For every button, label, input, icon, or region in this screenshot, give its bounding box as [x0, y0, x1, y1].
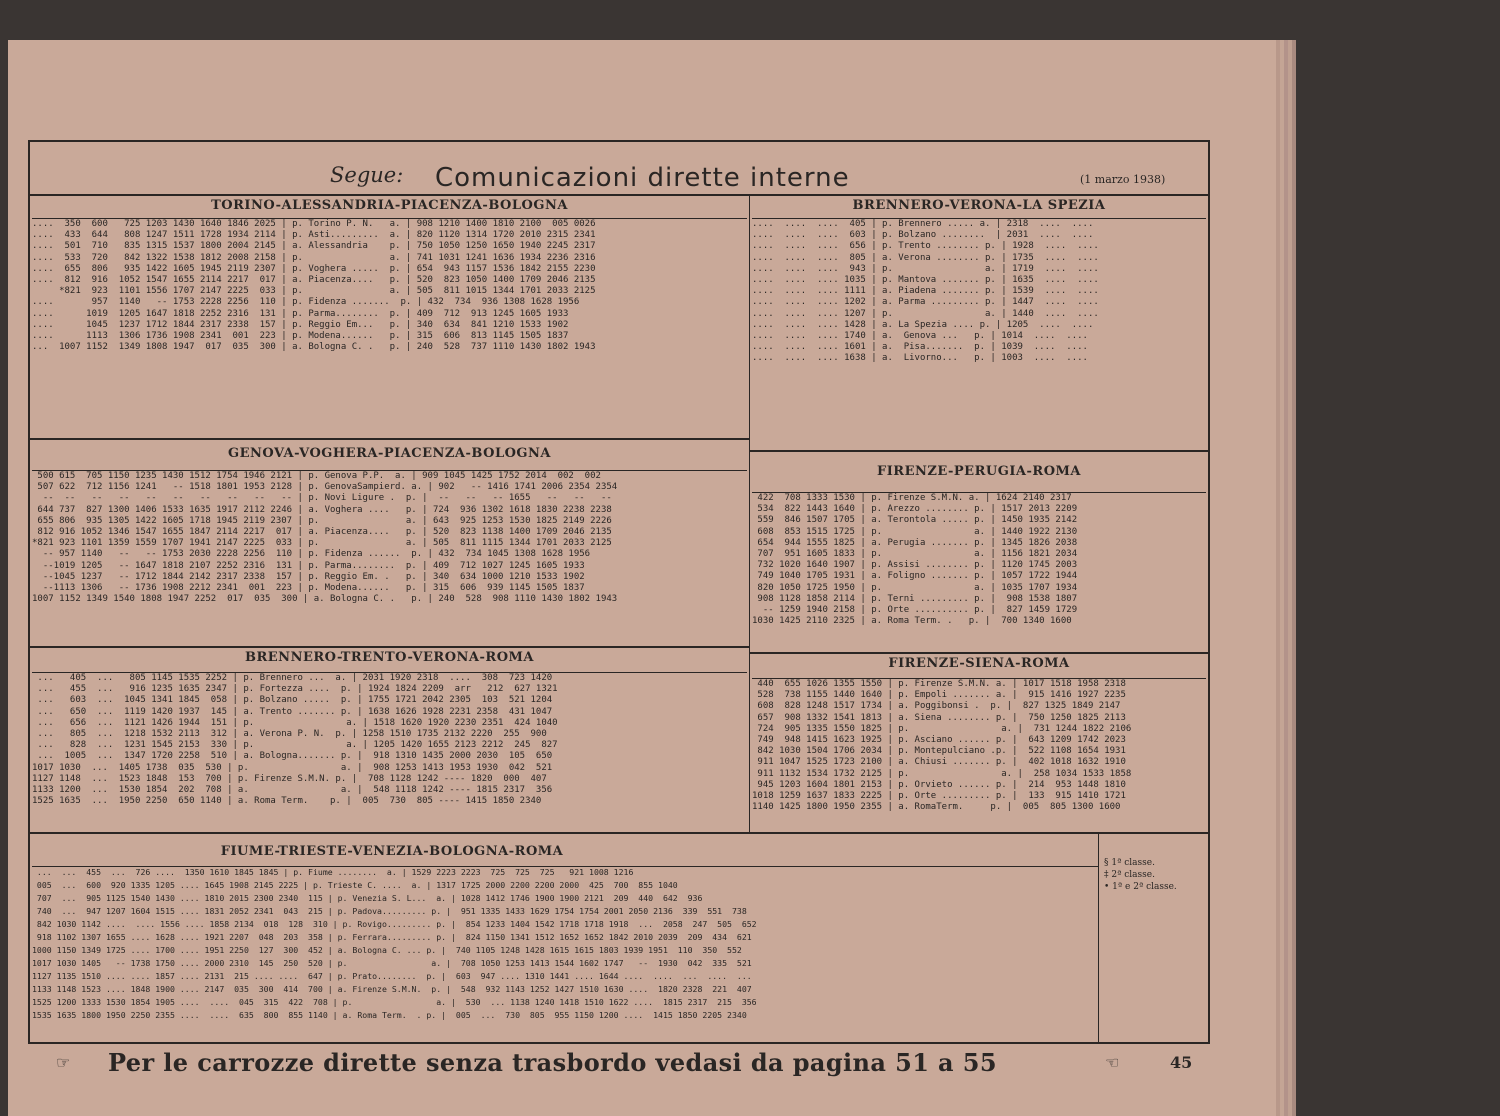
page-heading — [30, 145, 1208, 191]
table-row: 500 615 705 1150 1235 1430 1512 1754 1946 2121 | p. Genova P.P. a. | 909 1045 1425 1752 2014 002 002 — [32, 471, 601, 481]
heading-rule — [30, 194, 1208, 196]
table-row: ... 805 ... 1218 1532 2113 312 | a. Verona P. N. p. | 1258 1510 1735 2132 2220 255 900 — [32, 728, 547, 739]
page-title: Comunicazioni dirette interne — [435, 163, 850, 193]
section-title: FIRENZE-PERUGIA-ROMA — [876, 464, 1082, 479]
timetable — [32, 672, 747, 807]
table-row: .... .... .... 1202 | a. Parma ......... p. | 1447 .... .... — [752, 297, 1099, 308]
table-row: 1000 1150 1349 1725 .... 1700 .... 1951 2250 127 300 452 | a. Bologna C. ... p. | 740 1105 1248 1428 1615 1615 1803 1939 1951 110 350 552 — [32, 945, 742, 955]
table-row: 005 ... 600 920 1335 1205 .... 1645 1908 2145 2225 | p. Trieste C. .... a. | 1317 1725 2000 2200 2200 2000 425 700 855 1040 — [32, 880, 678, 890]
column-divider — [749, 196, 750, 832]
pointing-hand-icon: ☞ — [56, 1053, 71, 1072]
section-genova-bologna — [32, 442, 747, 644]
table-row: 911 1047 1525 1723 2100 | a. Chiusi ....... p. | 402 1018 1632 1910 — [752, 757, 1126, 768]
section-title: GENOVA-VOGHERA-PIACENZA-BOLOGNA — [227, 446, 551, 461]
table-row: --1113 1306 -- 1736 1908 2212 2341 001 223 | p. Modena...... p. | 315 606 939 1145 1505 1837 — [32, 582, 585, 593]
table-row: .... 1045 1237 1712 1844 2317 2338 157 | p. Reggio Em... p. | 340 634 841 1210 1533 1902 — [32, 319, 569, 330]
section-title: BRENNERO-TRENTO-VERONA-ROMA — [244, 650, 534, 665]
section-title: BRENNERO-VERONA-LA SPEZIA — [852, 198, 1106, 213]
timetable — [752, 492, 1206, 627]
table-row: .... 1019 1205 1647 1818 2252 2316 131 | p. Parma........ p. | 409 712 913 1245 1605 1933 — [32, 308, 569, 319]
table-row: 749 1040 1705 1931 | a. Foligno ....... p. | 1057 1722 1944 — [752, 571, 1078, 582]
table-row: .... .... .... 805 | a. Verona ........ p. | 1735 .... .... — [752, 252, 1099, 263]
table-row: 1525 1200 1333 1530 1854 1905 .... .... 045 315 422 708 | p. a. | 530 ... 1138 1240 1418 1510 1622 .... 1815 2317 215 356 — [32, 997, 757, 1007]
pointing-hand-icon: ☜ — [1105, 1053, 1120, 1072]
table-row: 918 1102 1307 1655 .... 1628 .... 1921 2207 048 203 358 | p. Ferrara......... p. | 824 1150 1341 1512 1652 1652 1842 2010 2039 209 434 621 — [32, 932, 752, 942]
table-row: 422 708 1333 1530 | p. Firenze S.M.N. a. | 1624 2140 2317 — [752, 493, 1072, 503]
section-firenze-siena — [752, 656, 1206, 830]
table-row: 724 905 1335 1550 1825 | p. a. | 731 1244 1822 2106 — [752, 723, 1132, 734]
bottom-section-rule — [30, 832, 1208, 834]
table-row: 1525 1635 ... 1950 2250 650 1140 | a. Roma Term. p. | 005 730 805 ---- 1415 1850 2340 — [32, 796, 542, 807]
table-row: 1030 1425 2110 2325 | a. Roma Term. . p. | 700 1340 1600 — [752, 616, 1072, 627]
table-row: 654 944 1555 1825 | a. Perugia ....... p. | 1345 1826 2038 — [752, 537, 1078, 548]
timetable — [32, 866, 1098, 1023]
section-torino-bologna — [32, 198, 747, 390]
table-row: 842 1030 1504 1706 2034 | p. Montepulciano .p. | 522 1108 1654 1931 — [752, 746, 1126, 757]
table-row: .... .... .... 1601 | a. Pisa....... p. | 1039 .... .... — [752, 342, 1088, 353]
timetable — [752, 218, 1206, 364]
table-row: 842 1030 1142 .... .... 1556 .... 1858 2134 018 128 310 | p. Rovigo......... p. | 854 1233 1404 1542 1718 1718 1918 ... 2058 247 505 652 — [32, 919, 757, 929]
section-rule — [750, 450, 1208, 452]
table-row: 440 655 1026 1355 1550 | p. Firenze S.M.N. a. | 1017 1518 1958 2318 — [752, 679, 1126, 689]
table-row: .... .... .... 1207 | p. a. | 1440 .... .... — [752, 308, 1099, 319]
section-rule — [30, 438, 749, 440]
table-row: ... ... 455 ... 726 .... 1350 1610 1845 1845 | p. Fiume ........ a. | 1529 2223 2223 725 725 725 921 1008 1216 — [32, 867, 634, 877]
section-title: FIUME-TRIESTE-VENEZIA-BOLOGNA-ROMA — [220, 844, 564, 859]
table-row: *821 923 1101 1359 1559 1707 1941 2147 2225 033 | p. a. | 505 811 1115 1344 1701 2033 2125 — [32, 538, 612, 549]
table-row: ... 650 ... 1119 1420 1937 145 | a. Trento ....... p. | 1638 1626 1928 2231 2358 431 1047 — [32, 706, 553, 717]
timetable-page — [8, 40, 1276, 1116]
table-row: 1127 1148 ... 1523 1848 153 700 | p. Firenze S.M.N. p. | 708 1128 1242 ---- 1820 000 407 — [32, 773, 547, 784]
table-row: 1133 1200 ... 1530 1854 202 708 | a. a. | 548 1118 1242 ---- 1815 2317 356 — [32, 784, 553, 795]
section-rule — [750, 652, 1208, 654]
table-row: -- -- -- -- -- -- -- -- -- -- | p. Novi Ligure . p. | -- -- -- 1655 -- -- -- — [32, 493, 612, 504]
timetable-frame — [28, 140, 1210, 1044]
table-row: 1127 1135 1510 .... .... 1857 .... 2131 215 .... .... 647 | p. Prato........ p. | 603 947 .... 1310 1441 .... 1644 .... .... ... .... ... — [32, 971, 752, 981]
table-row: 1140 1425 1800 1950 2355 | a. RomaTerm. p. | 005 805 1300 1600 — [752, 802, 1121, 813]
timetable — [32, 218, 747, 353]
table-row: .... .... .... 1035 | p. Mantova ....... p. | 1635 .... .... — [752, 274, 1099, 285]
table-row: .... 655 806 935 1422 1605 1945 2119 2307 | p. Voghera ..... p. | 654 943 1157 1536 1842 2155 2230 — [32, 263, 596, 274]
table-row: *821 923 1101 1556 1707 2147 2225 033 | p. a. | 505 811 1015 1344 1701 2033 2125 — [32, 286, 596, 297]
table-row: ... 1007 1152 1349 1808 1947 017 035 300 | a. Bologna C. . p. | 240 528 737 1110 1430 1802 1943 — [32, 342, 596, 353]
section-brennero-roma — [32, 650, 747, 830]
table-row: .... .... .... 1111 | a. Piadena ....... p. | 1539 .... .... — [752, 286, 1099, 297]
table-row: 1017 1030 ... 1405 1738 035 530 | p. a. | 908 1253 1413 1953 1930 042 521 — [32, 762, 553, 773]
table-row: 908 1128 1858 2114 | p. Terni ......... p. | 908 1538 1807 — [752, 593, 1078, 604]
table-row: 559 846 1507 1705 | a. Terontola ..... p. | 1450 1935 2142 — [752, 515, 1078, 526]
table-row: 732 1020 1640 1907 | p. Assisi ........ p. | 1120 1745 2003 — [752, 560, 1078, 571]
table-row: ... 603 ... 1045 1341 1845 058 | p. Bolzano ..... p. | 1755 1721 2042 2305 103 521 1204 — [32, 695, 553, 706]
timetable — [752, 678, 1206, 813]
section-title: FIRENZE-SIENA-ROMA — [888, 656, 1070, 671]
table-row: .... 812 916 1052 1547 1655 2114 2217 017 | a. Piacenza.... p. | 520 823 1050 1400 1709 2046 2135 — [32, 274, 596, 285]
legend-item: ‡ 2ª classe. — [1104, 870, 1155, 880]
table-row: 608 853 1515 1725 | p. a. | 1440 1922 2130 — [752, 526, 1078, 537]
table-row: 1017 1030 1405 -- 1738 1750 .... 2000 2310 145 250 520 | p. a. | 708 1050 1253 1413 1544 1602 1747 -- 1930 042 335 521 — [32, 958, 752, 968]
table-row: 911 1132 1534 1732 2125 | p. a. | 258 1034 1533 1858 — [752, 768, 1132, 779]
footer-note — [58, 1048, 1208, 1077]
table-row: .... 533 720 842 1322 1538 1812 2008 2158 | p. a. | 741 1031 1241 1636 1934 2236 2316 — [32, 252, 596, 263]
table-row: .... 1113 1306 1736 1908 2341 001 223 | p. Modena...... p. | 315 606 813 1145 1505 1837 — [32, 330, 569, 341]
table-row: 1018 1259 1637 1833 2225 | p. Orte ......... p. | 133 915 1410 1721 — [752, 790, 1126, 801]
table-row: .... .... .... 603 | p. Bolzano ........ | 2031 .... .... — [752, 230, 1094, 241]
page-number: 45 — [1170, 1053, 1193, 1072]
table-row: .... .... .... 1428 | a. La Spezia .... p. | 1205 .... .... — [752, 319, 1094, 330]
section-fiume-roma — [32, 836, 1098, 1040]
timetable — [32, 470, 747, 605]
table-row: -- 1259 1940 2158 | p. Orte .......... p. | 827 1459 1729 — [752, 604, 1078, 615]
segue-label: Segue: — [330, 163, 404, 187]
footer-text: Per le carrozze dirette senza trasbordo vedasi da pagina 51 a 55 — [108, 1048, 997, 1077]
table-row: ... 455 ... 916 1235 1635 2347 | p. Fortezza .... p. | 1924 1824 2209 arr 212 627 1321 — [32, 684, 558, 695]
table-row: .... .... .... 1638 | a. Livorno... p. | 1003 .... .... — [752, 353, 1088, 364]
table-row: .... 501 710 835 1315 1537 1800 2004 2145 | a. Alessandria p. | 750 1050 1250 1650 1940 2245 2317 — [32, 241, 596, 252]
table-row: ... 656 ... 1121 1426 1944 151 | p. a. | 1518 1620 1920 2230 2351 424 1040 — [32, 717, 558, 728]
table-row: 812 916 1052 1346 1547 1655 1847 2114 2217 017 | a. Piacenza.... p. | 520 823 1138 1400 1709 2046 2135 — [32, 526, 612, 537]
section-firenze-perugia — [752, 454, 1206, 650]
table-row: 945 1203 1604 1801 2153 | p. Orvieto ...... p. | 214 953 1448 1810 — [752, 779, 1126, 790]
table-row: 657 908 1332 1541 1813 | a. Siena ........ p. | 750 1250 1825 2113 — [752, 712, 1126, 723]
table-row: 1133 1148 1523 .... 1848 1900 .... 2147 035 300 414 700 | a. Firenze S.M.N. p. | 548 932 1143 1252 1427 1510 1630 .... 1820 2328 221 407 — [32, 984, 752, 994]
table-row: ... 828 ... 1231 1545 2153 330 | p. a. | 1205 1420 1655 2123 2212 245 827 — [32, 740, 558, 751]
legend-divider — [1098, 834, 1099, 1042]
table-row: 507 622 712 1156 1241 -- 1518 1801 1953 2128 | p. GenovaSampierd. a. | 902 -- 1416 1741 2006 2354 2354 — [32, 482, 618, 493]
table-row: 820 1050 1725 1950 | p. a. | 1035 1707 1934 — [752, 582, 1078, 593]
table-row: .... 957 1140 -- 1753 2228 2256 110 | p. Fidenza ....... p. | 432 734 936 1308 1628 1956 — [32, 297, 580, 308]
legend-item: § 1ª classe. — [1104, 858, 1155, 868]
table-row: ... 1005 ... 1347 1720 2258 510 | a. Bologna....... p. | 918 1310 1435 2000 2030 105 650 — [32, 751, 553, 762]
table-row: 749 948 1415 1623 1925 | p. Asciano ...... p. | 643 1209 1742 2023 — [752, 734, 1126, 745]
table-row: .... 350 600 725 1203 1430 1640 1846 2025 | p. Torino P. N. a. | 908 1210 1400 1810 2100 005 0026 — [32, 219, 596, 229]
table-row: 534 822 1443 1640 | p. Arezzo ........ p. | 1517 2013 2209 — [752, 504, 1078, 515]
table-row: --1019 1205 -- 1647 1818 2107 2252 2316 131 | p. Parma........ p. | 409 712 1027 1245 1605 1933 — [32, 560, 585, 571]
section-rule — [30, 646, 749, 648]
table-row: 707 951 1605 1833 | p. a. | 1156 1821 2034 — [752, 548, 1078, 559]
edition-date: (1 marzo 1938) — [1080, 173, 1166, 186]
table-row: --1045 1237 -- 1712 1844 2142 2317 2338 157 | p. Reggio Em. . p. | 340 634 1000 1210 1533 1902 — [32, 571, 585, 582]
table-row: -- 957 1140 -- -- 1753 2030 2228 2256 110 | p. Fidenza ...... p. | 432 734 1045 1308 1628 1956 — [32, 549, 591, 560]
table-row: .... .... .... 405 | p. Brennero ..... a. | 2318 .... .... — [752, 219, 1094, 229]
table-row: 707 ... 905 1125 1540 1430 .... 1810 2015 2300 2340 115 | p. Venezia S. L... a. | 1028 1412 1746 1900 1900 2121 209 440 642 936 — [32, 893, 703, 903]
class-legend — [1104, 857, 1177, 893]
table-row: .... 433 644 808 1247 1511 1728 1934 2114 | p. Asti......... a. | 820 1120 1314 1720 2010 2315 2341 — [32, 230, 596, 241]
table-row: .... .... .... 943 | p. a. | 1719 .... .... — [752, 263, 1099, 274]
table-row: 655 806 935 1305 1422 1605 1718 1945 2119 2307 | p. a. | 643 925 1253 1530 1825 2149 2226 — [32, 515, 612, 526]
section-title: TORINO-ALESSANDRIA-PIACENZA-BOLOGNA — [211, 198, 568, 213]
legend-item: • 1ª e 2ª classe. — [1104, 882, 1177, 892]
table-row: 608 828 1248 1517 1734 | a. Poggibonsi . p. | 827 1325 1849 2147 — [752, 701, 1121, 712]
table-row: 644 737 827 1300 1406 1533 1635 1917 2112 2246 | a. Voghera .... p. | 724 936 1302 1618 1830 2238 2238 — [32, 504, 612, 515]
table-row: 1535 1635 1800 1950 2250 2355 .... .... 635 800 855 1140 | a. Roma Term. . p. | 005 ... 730 805 955 1150 1200 .... 1415 1850 2205 2340 — [32, 1010, 747, 1020]
table-row: 740 ... 947 1207 1604 1515 .... 1831 2052 2341 043 215 | p. Padova......... p. | 951 1335 1433 1629 1754 1754 2001 2050 2136 339 551 738 — [32, 906, 747, 916]
table-row: 528 738 1155 1440 1640 | p. Empoli ....... a. | 915 1416 1927 2235 — [752, 690, 1126, 701]
table-row: 1007 1152 1349 1540 1808 1947 2252 017 035 300 | a. Bologna C. . p. | 240 528 908 1110 1430 1802 1943 — [32, 594, 618, 605]
section-brennero-spezia — [752, 198, 1206, 448]
table-row: ... 405 ... 805 1145 1535 2252 | p. Brennero ... a. | 2031 1920 2318 .... 308 723 1420 — [32, 673, 553, 683]
table-row: .... .... .... 656 | p. Trento ........ p. | 1928 .... .... — [752, 241, 1099, 252]
table-row: .... .... .... 1740 | a. Genova ... p. | 1014 .... .... — [752, 330, 1088, 341]
